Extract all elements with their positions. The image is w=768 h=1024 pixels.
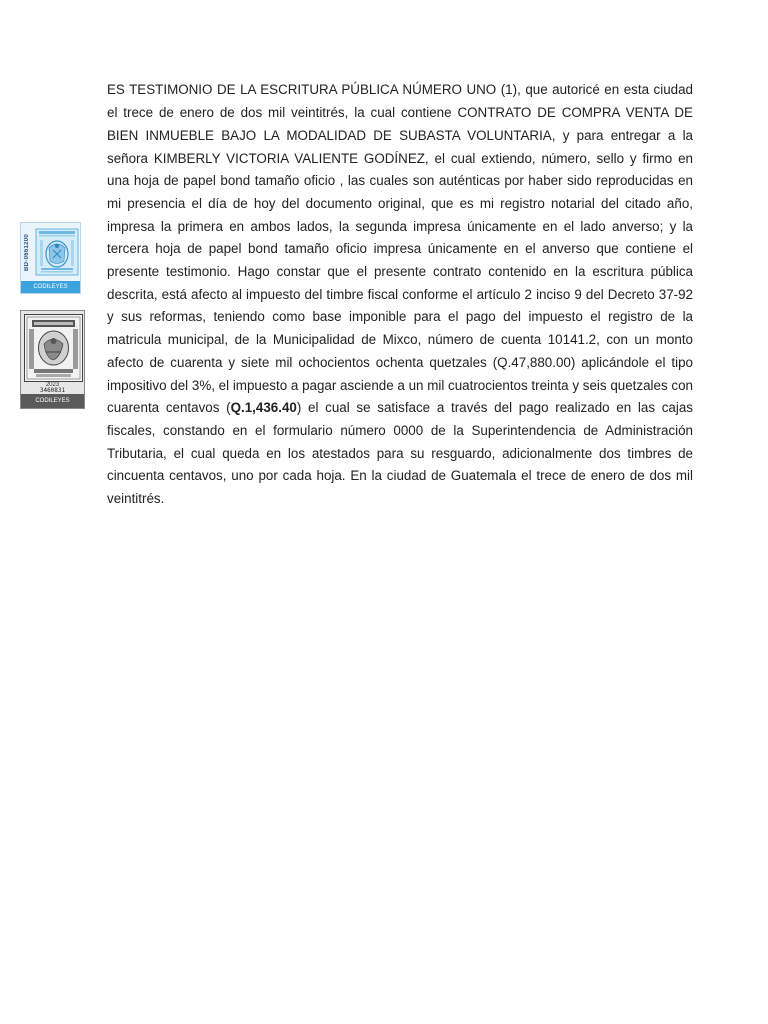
testimonio-paragraph <box>107 79 693 510</box>
stamp-label: CODILEYES <box>21 281 80 293</box>
stamp-serial: BD-0661200 <box>24 233 30 271</box>
fiscal-stamp <box>20 310 85 409</box>
tax-amount: Q.1,436.40 <box>230 400 297 416</box>
notarial-stamp <box>20 222 81 294</box>
stamp-label: CODILEYES <box>21 394 84 408</box>
coat-of-arms-icon <box>24 314 83 382</box>
paragraph-text-end: ) el cual se satisface a través del pago realizado en las cajas fiscales, constando en el formulario número 0000 de la Superintendencia de Administración Tributaria, el cual queda en los atestados para su resguardo, adicionalmente dos timbres de cincuenta centavos, uno por cada hoja. En la ciudad de Guatemala el trece de enero de dos mil veintitrés. <box>107 400 693 507</box>
coat-of-arms-icon <box>35 228 79 276</box>
paragraph-text-start: ES TESTIMONIO DE LA ESCRITURA PÚBLICA NÚMERO UNO (1), que autoricé en esta ciudad el trece de enero de dos mil veintitrés, la cual contiene CONTRATO DE COMPRA VENTA DE BIEN INMUEBLE BAJO LA MODALIDAD DE SUBASTA VOLUNTARIA, y para entregar a la señora KIMBERLY VICTORIA VALIENTE GODÍNEZ, el cual extiendo, número, sello y firmo en una hoja de papel bond tamaño oficio , las cuales son auténticas por haber sido reproducidas en mi presencia el día de hoy del documento original, que es mi registro notarial del citado año, impresa la primera en ambos lados, la segunda impresa únicamente en el lado anverso; y la tercera hoja de papel bond tamaño oficio impresa únicamente en el anverso que contiene el presente testimonio. Hago constar que el presente contrato contenido en la escritura pública descrita, está afecto al impuesto del timbre fiscal conforme el artículo 2 inciso 9 del Decreto 37-92 y sus reformas, teniendo como base imponible para el pago del impuesto el registro de la matricula municipal, de la Municipalidad de Mixco, número de cuenta 10141.2, con un monto afecto de cuarenta y siete mil ochocientos ochenta quetzales (Q.47,880.00) aplicándole el tipo impositivo del 3%, el impuesto a pagar asciende a un mil cuatrocientos treinta y seis quetzales con cuarenta centavos ( <box>107 82 693 416</box>
stamp-year: 2023 <box>45 382 60 388</box>
stamp-number: 3460831 <box>39 387 66 394</box>
